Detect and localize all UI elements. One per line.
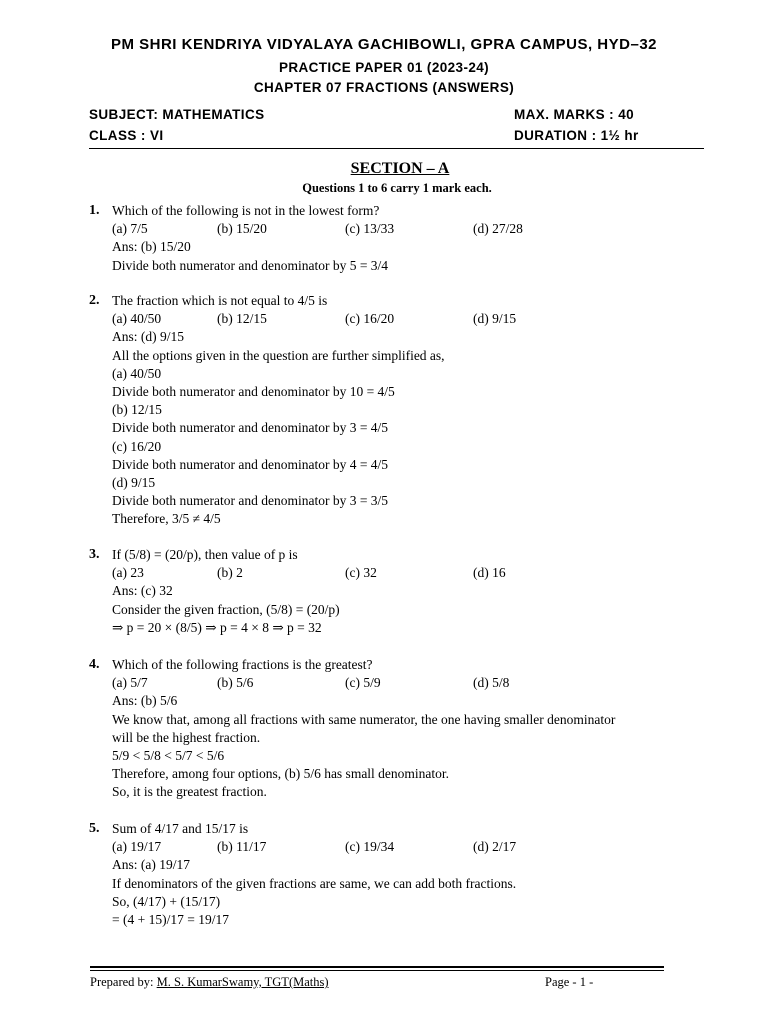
answer-line: Ans: (a) 19/17: [112, 857, 190, 873]
question-body: [112, 202, 709, 275]
footer-prefix: Prepared by:: [90, 975, 157, 989]
question-number: 5.: [89, 821, 100, 836]
answer-options: [112, 220, 709, 238]
explanation-line: (d) 9/15: [112, 475, 156, 491]
question-block: [89, 202, 709, 275]
school-name: PM SHRI KENDRIYA VIDYALAYA GACHIBOWLI, GPRA CAMPUS, HYD–32: [110, 36, 658, 53]
question-body: [112, 656, 709, 802]
answer-option: (a) 40/50: [112, 311, 162, 327]
answer-option: (a) 5/7: [112, 675, 148, 691]
question-block: [89, 292, 709, 529]
question-text: Which of the following is not in the lowest form?: [112, 203, 380, 218]
explanation-line: will be the highest fraction.: [112, 729, 261, 745]
answer-option: (d) 16: [473, 565, 506, 581]
explanation-line: Therefore, among four options, (b) 5/6 has small denominator.: [112, 766, 450, 782]
paper-title: PRACTICE PAPER 01 (2023-24): [278, 60, 490, 75]
page-number: Page - 1 -: [545, 975, 594, 989]
question-text: Sum of 4/17 and 15/17 is: [112, 821, 249, 836]
answer-option: (b) 12/15: [217, 311, 267, 327]
header-divider: [89, 148, 704, 149]
answer-options: [112, 838, 709, 856]
explanation-line: Divide both numerator and denominator by 10 = 4/5: [112, 384, 395, 399]
answer-option: (a) 23: [112, 565, 144, 581]
answer-option: (c) 5/9: [345, 675, 381, 691]
question-block: [89, 546, 709, 637]
question-text: If (5/8) = (20/p), then value of p is: [112, 547, 298, 562]
answer-line: Ans: (b) 5/6: [112, 693, 178, 709]
question-number: 1.: [89, 203, 100, 218]
answer-option: (c) 32: [345, 565, 377, 581]
explanation-line: = (4 + 15)/17 = 19/17: [112, 912, 229, 927]
answer-line: Ans: (b) 15/20: [112, 239, 191, 255]
question-body: [112, 546, 709, 637]
max-marks-label: MAX. MARKS : 40: [514, 107, 635, 122]
explanation-line: Consider the given fraction, (5/8) = (20/p): [112, 601, 340, 617]
explanation-line: We know that, among all fractions with same numerator, the one having smaller denominator: [112, 711, 616, 727]
answer-option: (a) 19/17: [112, 839, 162, 855]
footer-author: M. S. KumarSwamy, TGT(Maths): [156, 975, 329, 989]
explanation-line: (a) 40/50: [112, 365, 162, 381]
answer-option: (b) 2: [217, 565, 243, 581]
explanation-line: Divide both numerator and denominator by 3 = 3/5: [112, 493, 389, 509]
answer-option: (c) 13/33: [345, 221, 395, 237]
question-number: 3.: [89, 547, 100, 562]
answer-option: (d) 9/15: [473, 311, 517, 327]
answer-options: [112, 674, 709, 692]
question-block: [89, 820, 709, 929]
answer-option: (d) 5/8: [473, 675, 510, 691]
footer-credit: [90, 975, 329, 990]
answer-option: (b) 5/6: [217, 675, 254, 691]
question-number: 2.: [89, 293, 100, 308]
answer-option: (c) 19/34: [345, 839, 395, 855]
explanation-line: Divide both numerator and denominator by 4 = 4/5: [112, 456, 389, 472]
explanation-line: ⇒ p = 20 × (8/5) ⇒ p = 4 × 8 ⇒ p = 32: [112, 619, 322, 635]
explanation-line: So, it is the greatest fraction.: [112, 784, 267, 800]
answer-option: (b) 11/17: [217, 839, 267, 855]
explanation-line: All the options given in the question are further simplified as,: [112, 347, 445, 363]
explanation-line: Therefore, 3/5 ≠ 4/5: [112, 511, 221, 527]
explanation-line: (c) 16/20: [112, 438, 162, 454]
answer-line: Ans: (d) 9/15: [112, 329, 184, 345]
class-label: CLASS : VI: [89, 128, 164, 143]
answer-option: (d) 2/17: [473, 839, 517, 855]
explanation-line: 5/9 < 5/8 < 5/7 < 5/6: [112, 748, 225, 763]
question-body: [112, 820, 709, 929]
question-number: 4.: [89, 657, 100, 672]
explanation-line: (b) 12/15: [112, 402, 162, 418]
answer-line: Ans: (c) 32: [112, 583, 173, 599]
footer-divider-thin: [90, 970, 664, 971]
explanation-line: Divide both numerator and denominator by 5 = 3/4: [112, 257, 389, 273]
answer-option: (b) 15/20: [217, 221, 267, 237]
section-note: Questions 1 to 6 carry 1 mark each.: [302, 181, 492, 195]
duration-label: DURATION : 1½ hr: [514, 128, 639, 143]
answer-options: [112, 310, 709, 328]
question-text: Which of the following fractions is the greatest?: [112, 657, 373, 672]
question-text: The fraction which is not equal to 4/5 is: [112, 293, 328, 308]
answer-options: [112, 564, 709, 582]
question-block: [89, 656, 709, 802]
answer-option: (d) 27/28: [473, 221, 523, 237]
section-title: SECTION – A: [350, 160, 450, 177]
chapter-title: CHAPTER 07 FRACTIONS (ANSWERS): [253, 80, 515, 95]
answer-option: (a) 7/5: [112, 221, 148, 237]
explanation-line: Divide both numerator and denominator by 3 = 4/5: [112, 420, 389, 436]
explanation-line: If denominators of the given fractions are same, we can add both fractions.: [112, 875, 517, 891]
answer-option: (c) 16/20: [345, 311, 395, 327]
question-body: [112, 292, 709, 529]
subject-label: SUBJECT: MATHEMATICS: [89, 107, 265, 122]
explanation-line: So, (4/17) + (15/17): [112, 893, 221, 909]
footer-divider: [90, 966, 664, 968]
